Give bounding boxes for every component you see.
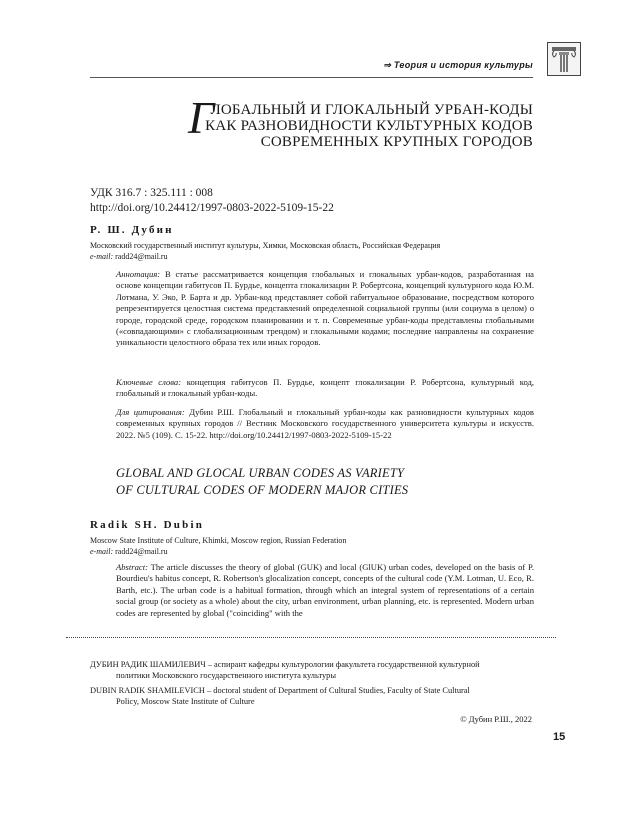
keywords-label: Ключевые слова: (116, 377, 182, 387)
abstract-en (116, 562, 534, 619)
udk-code: УДК 316.7 : 325.111 : 008 (90, 187, 213, 199)
arrow-icon: ⇒ (383, 60, 392, 70)
title-line: КАК РАЗНОВИДНОСТИ КУЛЬТУРНЫХ КОДОВ (205, 118, 533, 134)
udk-block (90, 186, 334, 216)
section-name: Теория и история культуры (393, 60, 533, 70)
author-affiliation-ru (90, 240, 440, 262)
citation-text: Дубин Р.Ш. Глобальный и глокальный урбан-коды как разновидности культурных кодов современных крупных городов // Вестник Московского государственного университета культуры и искусств. 2022. №5 (109). С. 15-22. http://doi.org/10.24412/1997-0803-2022-5109-15-22 (116, 407, 534, 440)
footnote-line: ДУБИН РАДИК ШАМИЛЕВИЧ – аспирант кафедры культурологии факультета государственной культурной (90, 660, 480, 669)
institution: Московский государственный институт культуры, Химки, Московская область, Российская Федерация (90, 241, 441, 250)
author-name-en: Radik SH. Dubin (90, 519, 205, 531)
abstract-text: В статье рассматривается концепция глобальных и глокальных урбан-кодов, разработанная на основе концепции габитусов П. Бурдье, концепта глокализации Р. Робертсона, концепций культурного кода Ю.М. Лотмана, У. Эко, Р. Барта и др. Урбан-код представляет собой габитуальное образование, посредством которого репрезентируется целостная система представлений определенной социальной группы (или социума в целом) о городе, городской среде, городском планировании и т. п. Современные урбан-коды представлены глобальными («совпадающими» с глобализационным трендом) и глокальными кодами; последние направлены на сохранение уникальности целостного образа тех или иных городов. (116, 269, 534, 348)
article-title (188, 102, 533, 150)
title-dropcap: Г (188, 92, 215, 143)
copyright: © Дубин Р.Ш., 2022 (460, 714, 532, 724)
citation-label: Для цитирования: (116, 407, 185, 417)
footnote-author-en (90, 685, 534, 707)
title-line: ЛОБАЛЬНЫЙ И ГЛОКАЛЬНЫЙ УРБАН-КОДЫ (210, 102, 533, 118)
article-title-en (116, 465, 534, 499)
author-name-ru: Р. Ш. Дубин (90, 224, 174, 236)
keywords-ru (116, 377, 534, 400)
page-number: 15 (553, 731, 566, 743)
abstract-ru (116, 269, 534, 349)
institution: Moscow State Institute of Culture, Khimki, Moscow region, Russian Federation (90, 536, 347, 545)
footnote-line: политики Московского государственного института культуры (116, 671, 336, 680)
title-en-line: GLOBAL AND GLOCAL URBAN CODES AS VARIETY (116, 466, 405, 480)
author-affiliation-en (90, 535, 346, 557)
footnote-line: Policy, Moscow State Institute of Culture (116, 697, 255, 706)
email-link[interactable]: radd24@mail.ru (115, 547, 168, 556)
running-header (90, 60, 533, 74)
abstract-label: Abstract: (116, 562, 148, 572)
footnote-author-ru (90, 659, 534, 681)
title-line: СОВРЕМЕННЫХ КРУПНЫХ ГОРОДОВ (260, 134, 533, 150)
doi-link[interactable]: http://doi.org/10.24412/1997-0803-2022-5109-15-22 (90, 202, 334, 214)
section-title (383, 60, 533, 71)
column-capital-icon (547, 42, 581, 76)
header-divider (90, 77, 533, 78)
abstract-label: Аннотация: (116, 269, 161, 279)
abstract-text: The article discusses the theory of global (GUK) and local (GlUK) urban codes, developed on the basis of P. Bourdieu's habitus concept, R. Robertson's glocalization concept, concepts of the cultural code (Y.M. Lotman, U. Eco, R. Barth, etc.). The urban code is a habitual formation, through which an integral system of representations of a certain social group (or society as a whole) about the city, urban environment, urban planning, etc. is represented. Modern urban codes are represented by global ("coinciding" with the (116, 562, 534, 618)
email-label: e-mail: (90, 547, 114, 556)
citation-ru (116, 407, 534, 441)
footnote-line: DUBIN RADIK SHAMILEVICH – doctoral student of Department of Cultural Studies, Faculty of State Cultural (90, 686, 470, 695)
email-label: e-mail: (90, 252, 114, 261)
email-link[interactable]: radd24@mail.ru (115, 252, 168, 261)
keywords-text: концепция габитусов П. Бурдье, концепт глокализации Р. Робертсона, культурный код, глобальный и глокальный урбан-коды. (116, 377, 535, 399)
title-en-line: OF CULTURAL CODES OF MODERN MAJOR CITIES (116, 483, 409, 497)
footnote-divider (66, 637, 556, 638)
